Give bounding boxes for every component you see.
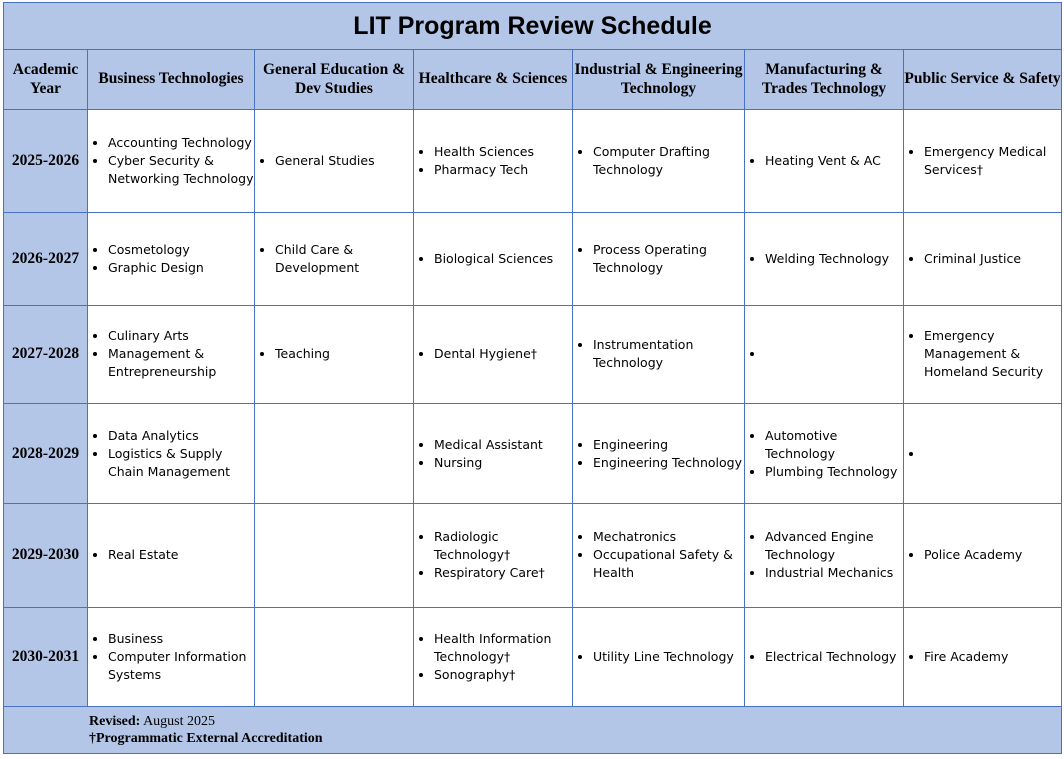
schedule-row xyxy=(4,110,1062,212)
program-item: • Utility Line Technology xyxy=(593,648,744,666)
program-list xyxy=(414,143,572,179)
program-item: • Engineering xyxy=(593,436,744,454)
program-cell xyxy=(573,404,745,504)
academic-year-cell: 2028-2029 xyxy=(4,404,88,504)
program-item: • Medical Assistant xyxy=(434,436,572,454)
program-list xyxy=(573,528,744,582)
program-cell xyxy=(255,305,414,403)
program-item: • Fire Academy xyxy=(924,648,1061,666)
program-list xyxy=(573,648,744,666)
revised-label: Revised: xyxy=(89,713,141,729)
program-cell xyxy=(255,110,414,212)
header-academic-year: Academic Year xyxy=(4,50,88,110)
program-item: • Radiologic Technology† xyxy=(434,528,572,564)
program-list xyxy=(904,445,1061,463)
program-item: • Industrial Mechanics xyxy=(765,564,903,582)
program-list xyxy=(745,345,903,363)
program-item: • Criminal Justice xyxy=(924,250,1061,268)
header-manufacturing-trades: Manufacturing & Trades Technology xyxy=(745,50,904,110)
program-list xyxy=(414,528,572,582)
program-item: • Management & Entrepreneurship xyxy=(108,345,254,381)
program-cell xyxy=(745,305,904,403)
program-list xyxy=(745,250,903,268)
program-cell xyxy=(745,404,904,504)
program-cell xyxy=(745,212,904,305)
program-item: • Computer Information Systems xyxy=(108,648,254,684)
header-healthcare-sciences: Healthcare & Sciences xyxy=(414,50,573,110)
academic-year-cell: 2026-2027 xyxy=(4,212,88,305)
program-item: • Health Information Technology† xyxy=(434,630,572,666)
program-list xyxy=(573,336,744,372)
program-list xyxy=(88,327,254,381)
program-list xyxy=(414,345,572,363)
program-list xyxy=(88,546,254,564)
schedule-row xyxy=(4,504,1062,607)
program-item: • Nursing xyxy=(434,454,572,472)
program-cell xyxy=(573,110,745,212)
academic-year-cell: 2025-2026 xyxy=(4,110,88,212)
table-footer xyxy=(4,706,1062,753)
schedule-row xyxy=(4,305,1062,403)
program-item: • Cosmetology xyxy=(108,241,254,259)
revised-line xyxy=(89,713,1061,730)
program-item: • Instrumentation Technology xyxy=(593,336,744,372)
program-item: • Child Care & Development xyxy=(275,241,413,277)
program-cell xyxy=(573,305,745,403)
program-item: • Electrical Technology xyxy=(765,648,903,666)
program-item: • Emergency Medical Services† xyxy=(924,143,1061,179)
accreditation-note: †Programmatic External Accreditation xyxy=(89,730,323,746)
program-cell xyxy=(414,404,573,504)
program-item: • Business xyxy=(108,630,254,648)
program-item: • Health Sciences xyxy=(434,143,572,161)
program-cell xyxy=(414,212,573,305)
program-cell xyxy=(88,607,255,706)
program-list xyxy=(414,436,572,472)
program-list xyxy=(255,241,413,277)
program-list xyxy=(745,648,903,666)
header-row xyxy=(4,50,1062,110)
program-item: • Heating Vent & AC xyxy=(765,152,903,170)
program-item: • Dental Hygiene† xyxy=(434,345,572,363)
schedule-row xyxy=(4,212,1062,305)
program-item: • General Studies xyxy=(275,152,413,170)
program-item: • Real Estate xyxy=(108,546,254,564)
program-cell xyxy=(573,504,745,607)
header-business-technologies: Business Technologies xyxy=(88,50,255,110)
program-list xyxy=(255,152,413,170)
program-cell xyxy=(904,305,1062,403)
program-item: • Mechatronics xyxy=(593,528,744,546)
program-item: • Computer Drafting Technology xyxy=(593,143,744,179)
program-list xyxy=(88,630,254,684)
header-industrial-engineering: Industrial & Engineering Technology xyxy=(573,50,745,110)
program-item: • Biological Sciences xyxy=(434,250,572,268)
program-cell xyxy=(745,110,904,212)
program-item: • Culinary Arts xyxy=(108,327,254,345)
program-cell xyxy=(255,504,414,607)
program-item: • Accounting Technology xyxy=(108,134,254,152)
program-cell xyxy=(745,504,904,607)
program-item: • Process Operating Technology xyxy=(593,241,744,277)
program-list xyxy=(904,648,1061,666)
program-item: • Emergency Management & Homeland Security xyxy=(924,327,1061,381)
program-list xyxy=(88,134,254,188)
program-list xyxy=(904,143,1061,179)
program-list xyxy=(255,345,413,363)
program-item: • Logistics & Supply Chain Management xyxy=(108,445,254,481)
program-cell xyxy=(904,504,1062,607)
program-list xyxy=(745,152,903,170)
program-cell xyxy=(255,212,414,305)
program-cell xyxy=(88,404,255,504)
program-cell xyxy=(255,404,414,504)
program-cell xyxy=(414,504,573,607)
program-cell xyxy=(573,212,745,305)
program-list xyxy=(745,427,903,481)
revised-date: August 2025 xyxy=(143,713,216,729)
academic-year-cell: 2030-2031 xyxy=(4,607,88,706)
program-cell xyxy=(904,212,1062,305)
program-item: • Engineering Technology xyxy=(593,454,744,472)
program-cell xyxy=(414,305,573,403)
program-item: • Cyber Security & Networking Technology xyxy=(108,152,254,188)
program-list xyxy=(573,143,744,179)
program-item: • Automotive Technology xyxy=(765,427,903,463)
program-item: • Plumbing Technology xyxy=(765,463,903,481)
program-item: • Sonography† xyxy=(434,666,572,684)
table-title: LIT Program Review Schedule xyxy=(4,3,1062,50)
program-item: • Respiratory Care† xyxy=(434,564,572,582)
schedule-row xyxy=(4,607,1062,706)
program-item: • Advanced Engine Technology xyxy=(765,528,903,564)
program-cell xyxy=(88,305,255,403)
program-item: • Police Academy xyxy=(924,546,1061,564)
program-cell xyxy=(904,607,1062,706)
program-cell xyxy=(573,607,745,706)
header-public-service-safety: Public Service & Safety xyxy=(904,50,1062,110)
program-list xyxy=(573,436,744,472)
program-item: • Occupational Safety & Health xyxy=(593,546,744,582)
program-list xyxy=(573,241,744,277)
program-list xyxy=(414,630,572,684)
schedule-row xyxy=(4,404,1062,504)
program-list xyxy=(88,427,254,481)
program-cell xyxy=(414,607,573,706)
program-list xyxy=(745,528,903,582)
schedule-body xyxy=(4,110,1062,707)
program-cell xyxy=(904,404,1062,504)
program-cell xyxy=(904,110,1062,212)
program-list xyxy=(904,546,1061,564)
program-list xyxy=(904,327,1061,381)
program-item: • Pharmacy Tech xyxy=(434,161,572,179)
program-item: • Data Analytics xyxy=(108,427,254,445)
header-general-education: General Education & Dev Studies xyxy=(255,50,414,110)
academic-year-cell: 2027-2028 xyxy=(4,305,88,403)
program-item: • Teaching xyxy=(275,345,413,363)
program-item: • Graphic Design xyxy=(108,259,254,277)
program-list xyxy=(414,250,572,268)
program-list xyxy=(88,241,254,277)
program-cell xyxy=(88,504,255,607)
program-cell xyxy=(745,607,904,706)
program-item xyxy=(765,345,903,363)
program-cell xyxy=(88,212,255,305)
program-cell xyxy=(414,110,573,212)
program-item xyxy=(924,445,1061,463)
academic-year-cell: 2029-2030 xyxy=(4,504,88,607)
program-item: • Welding Technology xyxy=(765,250,903,268)
program-list xyxy=(904,250,1061,268)
program-cell xyxy=(255,607,414,706)
program-cell xyxy=(88,110,255,212)
program-review-table xyxy=(3,2,1062,754)
